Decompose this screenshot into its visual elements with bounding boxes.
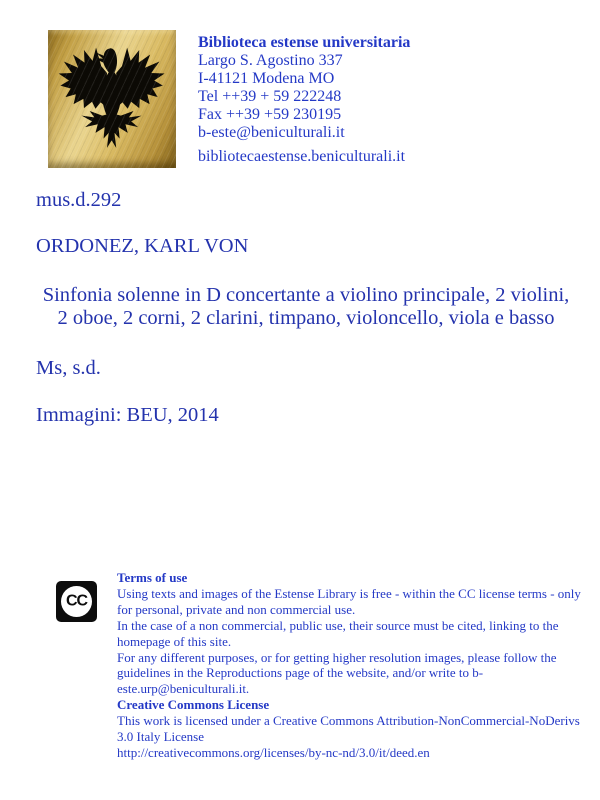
license-line: 3.0 Italy License (117, 729, 204, 745)
terms-line: for personal, private and non commercial use. (117, 601, 356, 617)
terms-line: guidelines in the Reproductions page of the website, and/or write to b- (117, 665, 484, 681)
shelfmark: mus.d.292 (36, 189, 122, 211)
license-heading: Creative Commons License (117, 697, 270, 713)
license-line: This work is licensed under a Creative Commons Attribution-NonCommercial-NoDerivs (117, 713, 580, 729)
terms-line: For any different purposes, or for getting higher resolution images, please follow the (117, 649, 557, 665)
terms-of-use-block (117, 570, 587, 761)
library-contact-block (198, 34, 410, 166)
images-credit: Immagini: BEU, 2014 (36, 404, 219, 426)
author-name: ORDONEZ, KARL VON (36, 235, 249, 257)
source-note: Ms, s.d. (36, 357, 101, 379)
cc-letters: CC (65, 592, 88, 609)
terms-line: homepage of this site. (117, 633, 232, 649)
creative-commons-icon (56, 581, 97, 622)
cc-circle (61, 586, 92, 617)
address-line: I-41121 Modena MO (198, 70, 335, 87)
website-line: bibliotecaestense.beniculturali.it (198, 148, 406, 165)
phone-line: Tel ++39 + 59 222248 (198, 88, 342, 105)
terms-line: In the case of a non commercial, public use, their source must be cited, linking to the (117, 617, 559, 633)
work-title-line: 2 oboe, 2 corni, 2 clarini, timpano, violoncello, viola e basso (57, 306, 555, 329)
terms-heading: Terms of use (117, 570, 188, 585)
work-title-line: Sinfonia solenne in D concertante a violino principale, 2 violini, (42, 284, 570, 306)
work-title (28, 284, 584, 329)
terms-line: Using texts and images of the Estense Library is free - within the CC license terms - only (117, 585, 581, 601)
fax-line: Fax ++39 +59 230195 (198, 106, 342, 123)
license-url: http://creativecommons.org/licenses/by-nc-nd/3.0/it/deed.en (117, 744, 430, 760)
eagle-icon (54, 36, 169, 163)
address-line: Largo S. Agostino 337 (198, 52, 343, 69)
email-line: b-este@beniculturali.it (198, 124, 345, 141)
library-name: Biblioteca estense universitaria (198, 34, 411, 51)
library-logo (48, 30, 176, 168)
terms-line: este.urp@beniculturali.it. (117, 681, 250, 697)
